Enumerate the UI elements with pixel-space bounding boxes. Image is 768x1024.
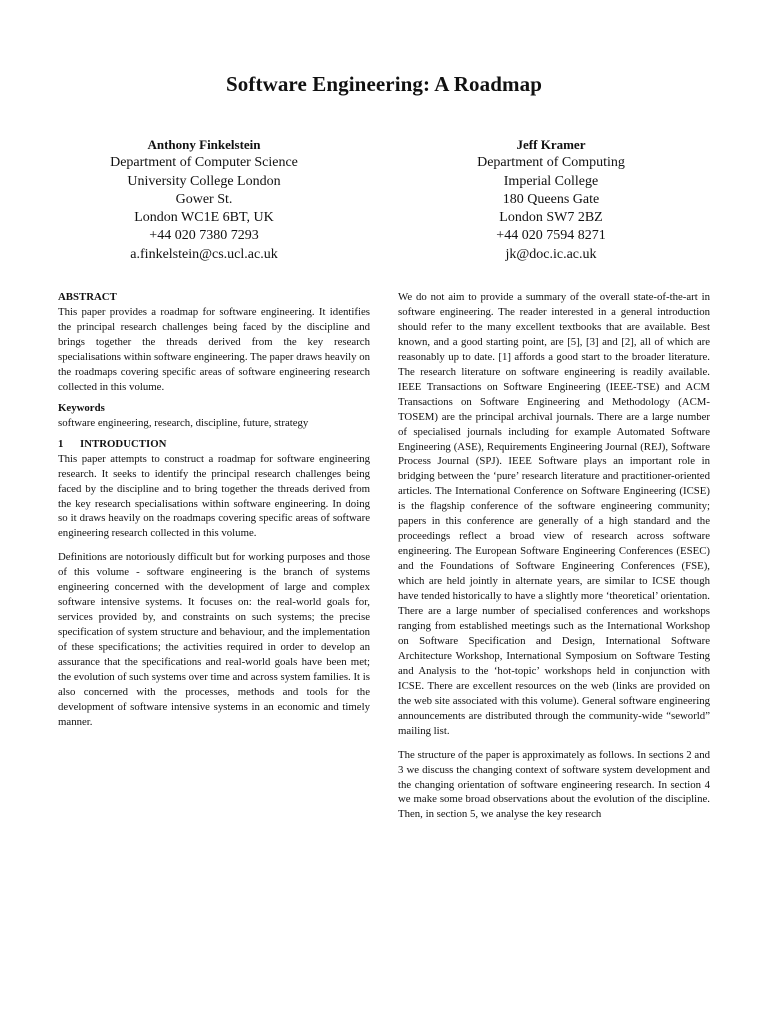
intro-paragraph: Definitions are notoriously difficult but for working purposes and those of this volume - software engineering is the branch of systems engineering concerned with the development of large and complex software intensive systems. It focuses on: the real-world goals for, services provided by, and constraints on such systems; the precise specification of system structure and behaviour, and the implementation of these specifications; the activities required in order to develop an assurance that the specifications and real-world goals have been met; the evolution of such systems over time and across system families. It is also concerned with the processes, methods and tools for the development of software intensive systems in an economic and timely manner. — [58, 551, 370, 728]
author-street: Gower St. — [175, 191, 233, 207]
author-city: London SW7 2BZ — [499, 210, 603, 226]
author-department: Department of Computing — [477, 155, 625, 171]
intro-paragraph: This paper attempts to construct a roadmap for software engineering research. It seeks to identify the principal research challenges being faced by the discipline and to bring together the threads derived from the key research specialisations within software engineering. In doing so it draws heavily on the roadmaps covering specific areas of software engineering research collected in this volume. — [58, 452, 370, 540]
body-paragraph: The structure of the paper is approximately as follows. In sections 2 and 3 we discuss the changing context of software system development and the changing orientation of software engineering research. In section 4 we make some broad observations about the evolution of the discipline. Then, in section 5, we analyse the key research — [398, 748, 710, 821]
author-phone: +44 020 7594 8271 — [496, 228, 606, 244]
paper-title: Software Engineering: A Roadmap — [226, 72, 542, 96]
author-institution: University College London — [127, 173, 281, 189]
section-heading-introduction — [58, 437, 370, 452]
section-title: INTRODUCTION — [80, 437, 167, 450]
abstract-text: This paper provides a roadmap for software engineering. It identifies the principal research challenges being faced by the discipline and brings together the threads derived from the key research specialisations within software engineering. The paper draws heavily on the roadmaps covering specific areas of software engineering research collected in this volume. — [58, 306, 370, 393]
author-phone: +44 020 7380 7293 — [149, 228, 259, 244]
author-name: Jeff Kramer — [516, 137, 586, 152]
author-institution: Imperial College — [503, 173, 599, 189]
abstract-heading: ABSTRACT — [58, 291, 117, 303]
keywords-text: software engineering, research, discipline, future, strategy — [58, 416, 309, 429]
body-paragraph: We do not aim to provide a summary of the overall state-of-the-art in software engineering. The reader interested in a general introduction should refer to the many excellent textbooks that are available. Best known, and a good starting point, are [5], [3] and [2], all of which are reasonably up to date. [1] affords a good start to the broader literature. The research literature on software engineering is readily available. IEEE Transactions on Software Engineering (IEEE-TSE) and ACM Transactions on Software Engineering and Methodology (ACM-TOSEM) are the principal archival journals. There are a large number of specialised journals including for example Automated Software Engineering (ASE), Requirements Engineering Journal (REJ), Software Process Journal (SPJ). IEEE Software plays an important role in bridging between the ‘pure’ research literature and practitioner-oriented articles. The International Conference on Software Engineering (ICSE) is the flagship conference of the software engineering community; papers in this conference are generally of a high standard and the proceedings reflect a broad view of research across software engineering. The European Software Engineering Conferences (ESEC) and the Foundations of Software Engineering Conferences (FSE), which are held jointly in alternate years, are similar to ICSE though have tended historically to have a slightly more ‘theoretical’ orientation. There are a large number of specialised conferences and workshops ranging from established meetings such as the International Workshop on Software Specification and Design, International Software Architecture Workshop, International Symposium on Software Testing and Analysis to the ‘hot-topic’ workshops held in conjunction with ICSE. There are excellent resources on the web (links are provided on the web site associated with this volume). General software engineering announcements are distributed through the community-wide “seworld” mailing list. — [398, 291, 710, 737]
right-column — [398, 290, 710, 822]
section-number: 1 — [58, 437, 64, 450]
author-city: London WC1E 6BT, UK — [134, 210, 274, 226]
author-department: Department of Computer Science — [110, 155, 298, 171]
author-block-2 — [401, 136, 701, 264]
keywords-heading: Keywords — [58, 401, 105, 414]
author-email: a.finkelstein@cs.ucl.ac.uk — [130, 246, 278, 262]
author-block-1 — [54, 136, 354, 264]
author-street: 180 Queens Gate — [502, 191, 600, 207]
author-name: Anthony Finkelstein — [147, 137, 261, 152]
left-column — [58, 290, 370, 730]
author-email: jk@doc.ic.ac.uk — [505, 246, 597, 262]
